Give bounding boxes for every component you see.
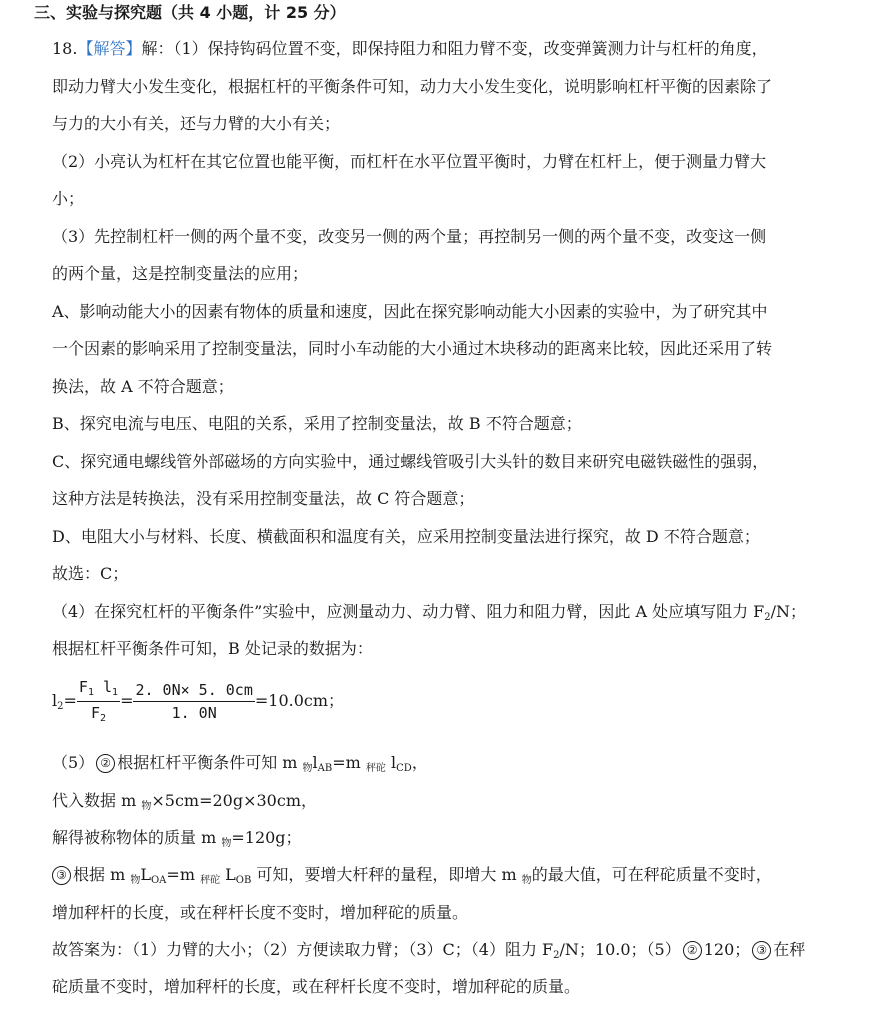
solution-label: 解： [141, 39, 174, 58]
text-line: （3）先控制杠杆一侧的两个量不变，改变另一侧的两个量；再控制另一侧的两个量不变，改变这一侧 [52, 227, 767, 246]
subscript: 2 [764, 612, 771, 623]
part5-line-3 [52, 827, 852, 852]
part5-text: l [312, 753, 318, 772]
question-line-1 [52, 38, 852, 60]
part5-line-4 [52, 864, 852, 889]
part5-text: =120g； [231, 828, 302, 847]
text-line: 小； [52, 189, 85, 208]
answer-text: 120； [703, 940, 751, 959]
circled-number: ③ [52, 866, 71, 885]
circled-number: ③ [752, 941, 771, 960]
subscript: 秤砣 [365, 763, 386, 774]
answer-tag: 【解答】 [77, 39, 142, 58]
answer-text: 在秤 [773, 940, 806, 959]
subscript: OA [150, 875, 167, 886]
subscript: 物 [521, 875, 532, 886]
subscript: 2 [99, 713, 107, 724]
equals-sign: = [63, 691, 77, 710]
subscript: 物 [221, 838, 232, 849]
text-line: （1）保持钩码位置不变，即保持阻力和阻力臂不变，改变弹簧测力计与杠杆的角度， [173, 39, 768, 58]
part5-line-2 [52, 790, 852, 815]
option-b-line: B、探究电流与电压、电阻的关系，采用了控制变量法，故 B 不符合题意； [52, 414, 582, 433]
text-line: 的两个量，这是控制变量法的应用； [52, 264, 309, 283]
part4-text: /N； [770, 602, 807, 621]
subscript: 2 [553, 950, 560, 961]
subscript: 2 [57, 701, 64, 712]
option-c-line: C、探究通电螺线管外部磁场的方向实验中，通过螺线管吸引大头针的数目来研究电磁铁磁性的强弱， [52, 452, 769, 471]
frac-num: l [103, 678, 113, 696]
formula [52, 676, 852, 726]
formula-lhs: l [52, 691, 58, 710]
subscript: 物 [141, 801, 152, 812]
frac-num: F [78, 678, 88, 696]
circled-number: ② [96, 754, 115, 773]
part5-text: ×5cm=20g×30cm， [151, 791, 317, 810]
subscript: CD [396, 763, 412, 774]
text-line: 这种方法是转换法，没有采用控制变量法，故 C 符合题意； [52, 489, 475, 508]
part5-text: 的最大值，可在秤砣质量不变时， [531, 865, 772, 884]
part5-text: 代入数据 m [52, 791, 137, 810]
part5-text: 根据 m [73, 865, 126, 884]
formula-result: =10.0cm； [254, 691, 345, 710]
section-title: 三、实验与探究题（共 4 小题，计 25 分） [34, 3, 346, 22]
part4-text: （4）在探究杠杆的平衡条件”实验中，应测量动力、动力臂、阻力和阻力臂，因此 A 处应填写阻力 F [52, 602, 765, 621]
choice-line: 故选：C； [52, 564, 129, 583]
part5-text: 可知，要增大杆秤的量程，即增大 m [251, 865, 517, 884]
subscript: 1 [87, 687, 94, 698]
part5-text: =m [332, 753, 361, 772]
final-answer-line-2: 砣质量不变时，增加秤杆的长度，或在秤杆长度不变时，增加秤砣的质量。 [52, 977, 581, 996]
text-line: 与力的大小有关，还与力臂的大小有关； [52, 114, 341, 133]
circled-number: ② [683, 941, 702, 960]
part5-line-5: 增加秤杆的长度，或在秤杆长度不变时，增加秤砣的质量。 [52, 903, 469, 922]
question-number: 18. [52, 39, 78, 58]
part5-text: L [225, 865, 236, 884]
part4-line-1 [52, 601, 852, 626]
part5-text: =m [166, 865, 195, 884]
text-line: （2）小亮认为杠杆在其它位置也能平衡，而杠杆在水平位置平衡时，力臂在杠杆上，便于测量力臂大 [52, 152, 767, 171]
text-line: 换法，故 A 不符合题意； [52, 377, 234, 396]
subscript: 物 [130, 875, 141, 886]
part5-line-1 [52, 752, 852, 777]
fraction-numeric [133, 680, 254, 723]
subscript: 1 [112, 687, 119, 698]
subscript: 秤砣 [200, 875, 221, 886]
frac-den: F [90, 704, 100, 722]
subscript: 物 [302, 763, 313, 774]
part4-line-2: 根据杠杆平衡条件可知，B 处记录的数据为： [52, 639, 373, 658]
answer-text: 故答案为：（1）力臂的大小；（2）方便读取力臂；（3）C；（4）阻力 F [52, 940, 554, 959]
subscript: OB [235, 875, 252, 886]
part5-text: 解得被称物体的质量 m [52, 828, 217, 847]
part5-text: l [391, 753, 397, 772]
part5-text: 根据杠杆平衡条件可知 m [117, 753, 298, 772]
frac-den: 1. 0N [171, 704, 217, 722]
equals-sign: = [120, 691, 134, 710]
answer-text: /N；10.0；（5） [559, 940, 681, 959]
text-line: 一个因素的影响采用了控制变量法，同时小车动能的大小通过木块移动的距离来比较，因此还采用了转 [52, 339, 773, 358]
part5-text: （5） [52, 753, 95, 772]
part5-text: ， [411, 753, 428, 772]
part5-text: L [140, 865, 151, 884]
frac-num: 2. 0N× 5. 0cm [133, 680, 254, 702]
subscript: AB [317, 763, 333, 774]
fraction-symbolic [77, 677, 120, 726]
final-answer-line-1 [52, 939, 852, 964]
option-a-line: A、影响动能大小的因素有物体的质量和速度，因此在探究影响动能大小因素的实验中，为了研究其中 [52, 302, 768, 321]
option-d-line: D、电阻大小与材料、长度、横截面积和温度有关，应采用控制变量法进行探究，故 D 不符合题意； [52, 527, 760, 546]
text-line: 即动力臂大小发生变化，根据杠杆的平衡条件可知，动力大小发生变化，说明影响杠杆平衡的因素除了 [52, 77, 773, 96]
